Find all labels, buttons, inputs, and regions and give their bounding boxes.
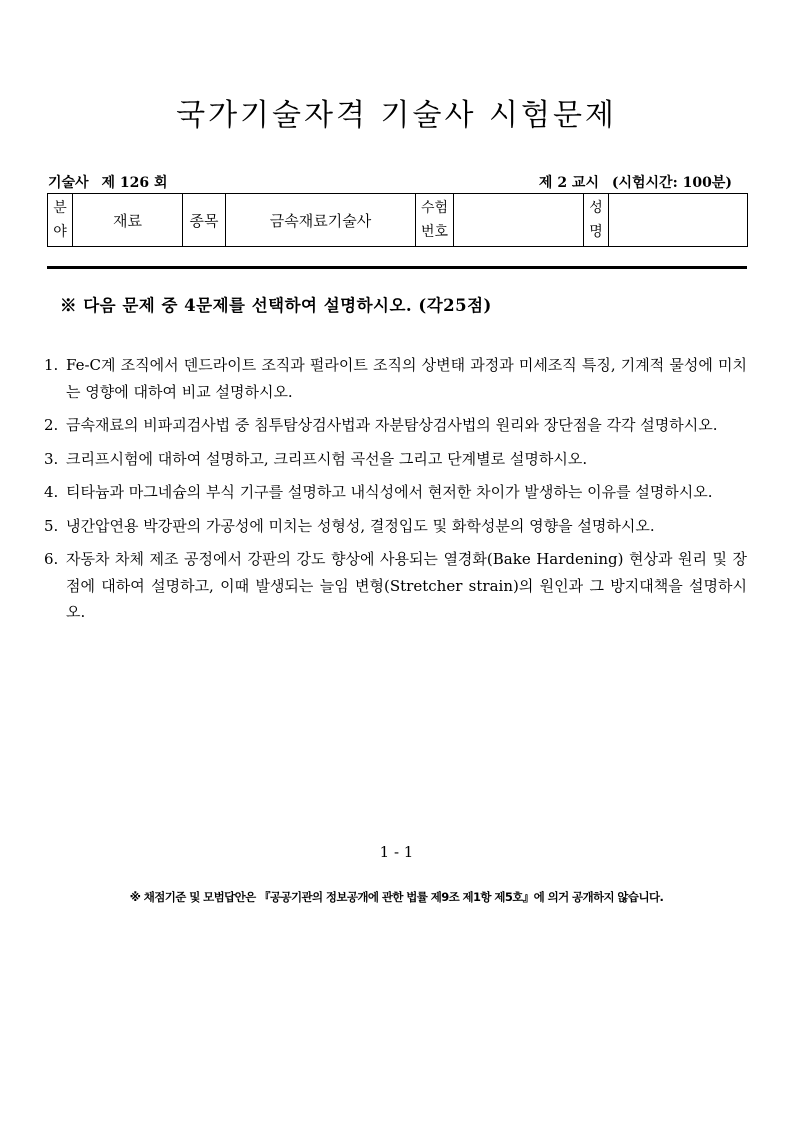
exam-type: 기술사 (48, 175, 89, 191)
field-label-line1: 분 (53, 200, 67, 216)
disclosure-note: ※ 채점기준 및 모범답안은 『공공기관의 정보공개에 관한 법률 제9조 제1항 제5호』에 의거 공개하지 않습니다. (129, 890, 664, 904)
page-title: 국가기술자격 기술사 시험문제 (176, 98, 617, 134)
question-item (44, 513, 747, 540)
question-item (44, 412, 747, 439)
question-text: 냉간압연용 박강판의 가공성에 미치는 성형성, 결정입도 및 화학성분의 영향을 설명하시오. (66, 516, 655, 535)
question-text: Fe-C계 조직에서 덴드라이트 조직과 펄라이트 조직의 상변태 과정과 미세조직 특징, 기계적 물성에 미치는 영향에 대하여 비교 설명하시오. (66, 356, 747, 401)
question-list (44, 352, 747, 633)
name-label-line1: 성 (589, 200, 603, 216)
question-text: 티타늄과 마그네슘의 부식 기구를 설명하고 내식성에서 현저한 차이가 발생하는 이유를 설명하시오. (66, 483, 713, 501)
question-text: 금속재료의 비파괴검사법 중 침투탐상검사법과 자분탐상검사법의 원리와 장단점을 각각 설명하시오. (66, 416, 718, 434)
exam-number-field[interactable] (454, 194, 584, 247)
divider-rule (47, 266, 747, 269)
exam-number-label-cell (416, 194, 454, 247)
question-text: 크리프시험에 대하여 설명하고, 크리프시험 곡선을 그리고 단계별로 설명하시오. (66, 449, 588, 468)
category-value: 금속재료기술사 (226, 194, 416, 247)
question-number: 1. (44, 356, 59, 374)
exam-session: 제 126 회 (101, 175, 168, 191)
exam-meta-right (539, 172, 740, 192)
question-number: 6. (44, 550, 59, 568)
field-label-cell (48, 194, 73, 247)
instruction-text: ※ 다음 문제 중 4문제를 선택하여 설명하시오. (각25점) (60, 296, 492, 315)
exam-number-label-line2: 번호 (420, 224, 449, 240)
exam-info-table (47, 193, 748, 247)
exam-duration: (시험시간: 100분) (611, 175, 732, 191)
name-label-cell (584, 194, 609, 247)
question-number: 3. (44, 449, 59, 468)
name-field[interactable] (609, 194, 748, 247)
category-label: 종목 (183, 194, 226, 247)
name-label-line2: 명 (589, 224, 603, 240)
question-number: 4. (44, 483, 59, 501)
question-item (44, 479, 747, 506)
question-number: 2. (44, 416, 59, 434)
field-value: 재료 (73, 194, 183, 247)
question-text: 자동차 차체 제조 공정에서 강판의 강도 향상에 사용되는 열경화(Bake Hardening) 현상과 원리 및 장점에 대하여 설명하고, 이때 발생되는 늘임 변형(Stretcher strain)의 원인과 그 방지대책을 설명하시오. (66, 550, 747, 621)
exam-meta-left (48, 172, 175, 192)
question-item (44, 446, 747, 473)
question-item (44, 352, 747, 405)
exam-number-label-line1: 수험 (420, 200, 449, 216)
exam-period: 제 2 교시 (538, 175, 599, 191)
page-number: 1 - 1 (379, 843, 414, 861)
field-label-line2: 야 (53, 224, 67, 240)
question-number: 5. (44, 516, 59, 535)
exam-meta-row (48, 172, 748, 192)
question-item (44, 546, 747, 626)
